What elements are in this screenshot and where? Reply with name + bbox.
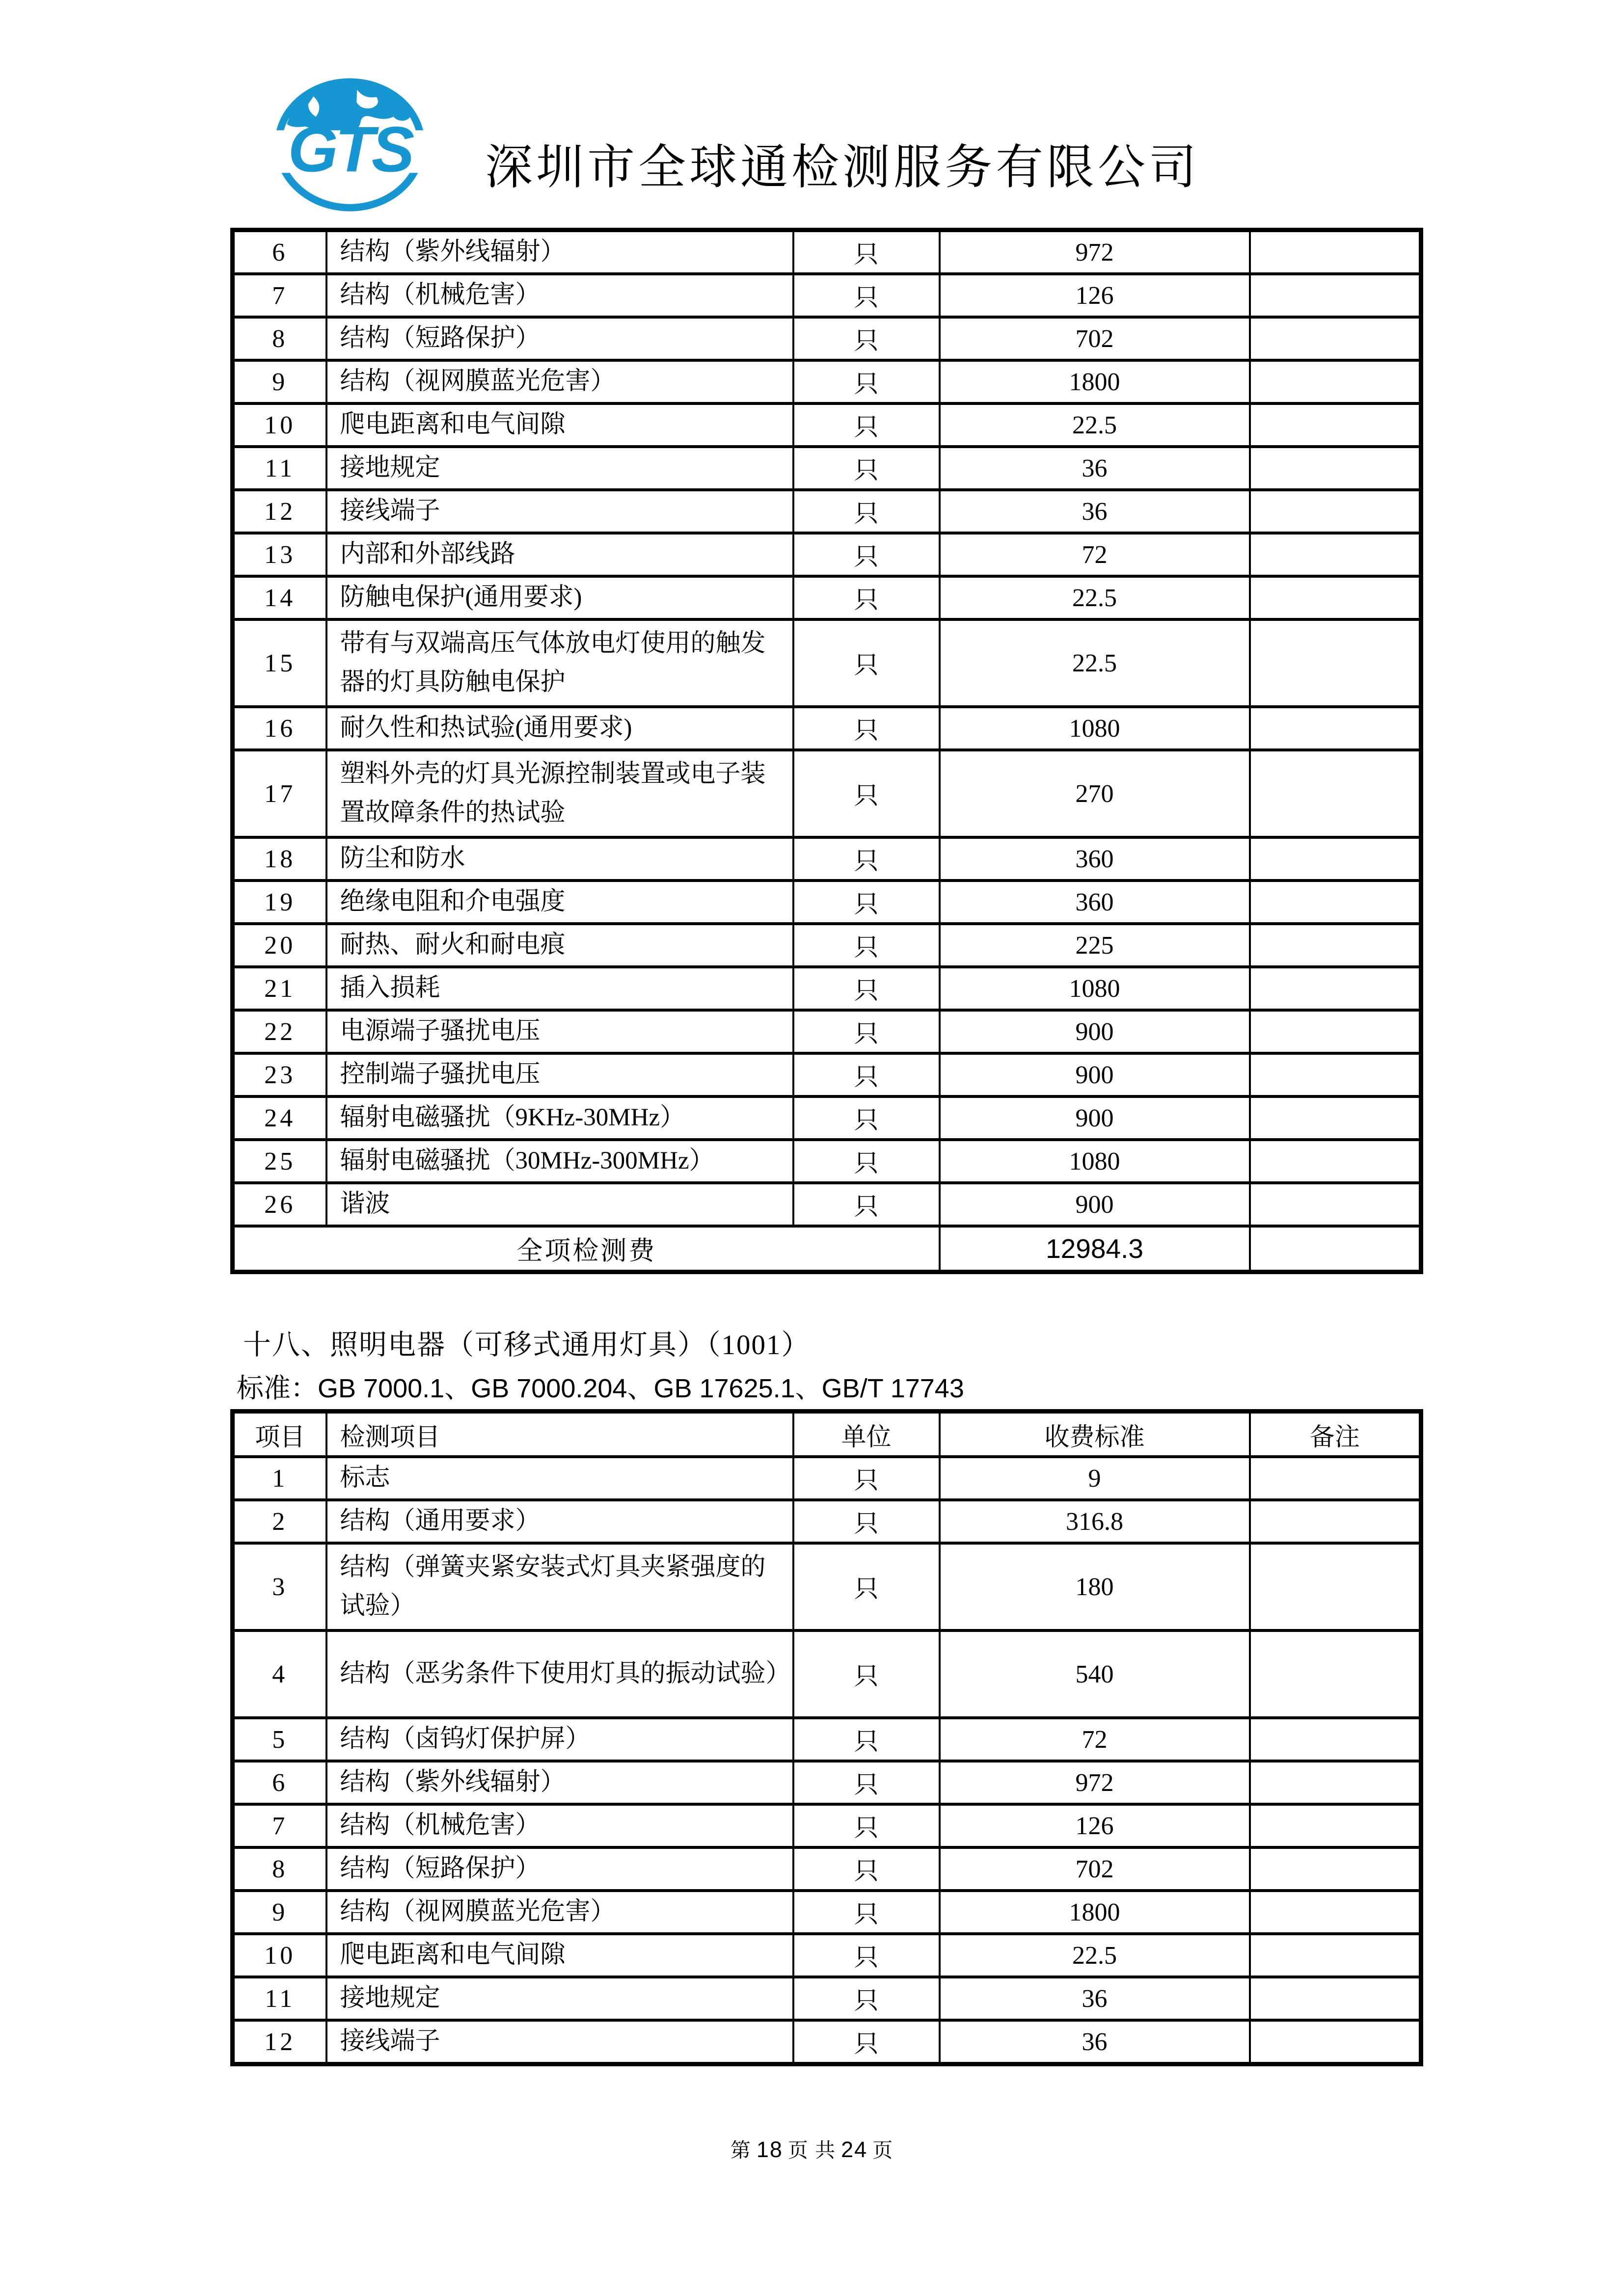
table-row (233, 1630, 1421, 1718)
cell-note (1250, 1500, 1421, 1543)
table-row (233, 1977, 1421, 2020)
cell-note (1250, 360, 1421, 403)
cell-fee: 900 (940, 1183, 1250, 1226)
cell-note (1250, 1977, 1421, 2020)
cell-note (1250, 317, 1421, 360)
cell-item: 结构（卤钨灯保护屏） (326, 1718, 793, 1761)
cell-unit: 只 (793, 924, 940, 967)
table-row (233, 881, 1421, 924)
cell-note (1250, 1053, 1421, 1096)
cell-fee: 702 (940, 317, 1250, 360)
cell-item: 爬电距离和电气间隙 (326, 403, 793, 447)
cell-note (1250, 1891, 1421, 1934)
cell-note (1250, 447, 1421, 490)
cell-unit: 只 (793, 2020, 940, 2064)
cell-item: 爬电距离和电气间隙 (326, 1934, 793, 1977)
cell-item: 耐热、耐火和耐电痕 (326, 924, 793, 967)
cell-item: 防尘和防水 (326, 837, 793, 881)
cell-fee: 126 (940, 274, 1250, 317)
cell-item: 辐射电磁骚扰（9KHz-30MHz） (326, 1096, 793, 1140)
logo-gts-text: GTS (288, 113, 412, 186)
cell-item: 结构（紫外线辐射） (326, 1761, 793, 1804)
cell-fee: 126 (940, 1804, 1250, 1847)
cell-unit: 只 (793, 533, 940, 576)
cell-no: 10 (233, 1934, 326, 1977)
cell-unit: 只 (793, 490, 940, 533)
cell-fee: 180 (940, 1543, 1250, 1630)
cell-note (1250, 1183, 1421, 1226)
cell-no: 13 (233, 533, 326, 576)
cell-item: 辐射电磁骚扰（30MHz-300MHz） (326, 1140, 793, 1183)
cell-unit: 只 (793, 447, 940, 490)
cell-no: 14 (233, 576, 326, 619)
cell-no: 6 (233, 230, 326, 274)
cell-item: 内部和外部线路 (326, 533, 793, 576)
table-row (233, 1718, 1421, 1761)
cell-fee: 360 (940, 837, 1250, 881)
cell-note (1250, 1543, 1421, 1630)
cell-fee: 900 (940, 1053, 1250, 1096)
page-footer: 第 18 页 共 24 页 (730, 2137, 894, 2162)
cell-no: 1 (233, 1457, 326, 1500)
cell-no: 3 (233, 1543, 326, 1630)
cell-unit: 只 (793, 837, 940, 881)
cell-note (1250, 1010, 1421, 1053)
cell-note (1250, 1804, 1421, 1847)
cell-no: 5 (233, 1718, 326, 1761)
cell-no: 11 (233, 1977, 326, 2020)
cell-no: 8 (233, 1847, 326, 1891)
cell-note (1250, 837, 1421, 881)
cell-fee: 36 (940, 447, 1250, 490)
table-row (233, 1096, 1421, 1140)
cell-item: 接地规定 (326, 1977, 793, 2020)
cell-note (1250, 533, 1421, 576)
cell-note (1250, 1934, 1421, 1977)
cell-unit: 只 (793, 1630, 940, 1718)
table-row (233, 1761, 1421, 1804)
cell-fee: 9 (940, 1457, 1250, 1500)
table-row (233, 837, 1421, 881)
table-row (233, 2020, 1421, 2064)
cell-fee: 360 (940, 881, 1250, 924)
cell-fee: 225 (940, 924, 1250, 967)
cell-unit: 只 (793, 1543, 940, 1630)
cell-fee: 1080 (940, 1140, 1250, 1183)
table-row (233, 403, 1421, 447)
table-row (233, 967, 1421, 1010)
cell-item: 谐波 (326, 1183, 793, 1226)
cell-item: 防触电保护(通用要求) (326, 576, 793, 619)
cell-unit: 只 (793, 1891, 940, 1934)
cell-item: 结构（视网膜蓝光危害） (326, 360, 793, 403)
cell-fee: 22.5 (940, 576, 1250, 619)
cell-fee: 22.5 (940, 1934, 1250, 1977)
table-row (233, 360, 1421, 403)
cell-unit: 只 (793, 403, 940, 447)
table-row (233, 1934, 1421, 1977)
cell-item: 结构（视网膜蓝光危害） (326, 1891, 793, 1934)
cell-note (1250, 1140, 1421, 1183)
cell-fee: 36 (940, 2020, 1250, 2064)
table-row (233, 1010, 1421, 1053)
cell-item: 插入损耗 (326, 967, 793, 1010)
cell-unit: 只 (793, 230, 940, 274)
cell-unit: 只 (793, 967, 940, 1010)
cell-unit: 只 (793, 1010, 940, 1053)
table-row (233, 707, 1421, 750)
cell-unit: 只 (793, 707, 940, 750)
cell-fee: 900 (940, 1010, 1250, 1053)
cell-unit: 只 (793, 360, 940, 403)
cell-no: 6 (233, 1761, 326, 1804)
cell-fee: 972 (940, 1761, 1250, 1804)
table-row (233, 230, 1421, 274)
cell-item: 结构（机械危害） (326, 274, 793, 317)
table-row (233, 1457, 1421, 1500)
table-header-row (233, 1412, 1421, 1457)
footer-total-pages: 24 (841, 2137, 868, 2162)
cell-note (1250, 1226, 1421, 1272)
cell-unit: 只 (793, 1804, 940, 1847)
cell-fee: 1080 (940, 707, 1250, 750)
cell-unit: 只 (793, 881, 940, 924)
cell-unit: 只 (793, 1718, 940, 1761)
cell-no: 16 (233, 707, 326, 750)
cell-item: 控制端子骚扰电压 (326, 1053, 793, 1096)
total-label: 全项检测费 (233, 1226, 940, 1272)
cell-item: 电源端子骚扰电压 (326, 1010, 793, 1053)
cell-note (1250, 576, 1421, 619)
cell-fee: 22.5 (940, 403, 1250, 447)
header-item: 检测项目 (326, 1412, 793, 1457)
cell-unit: 只 (793, 750, 940, 837)
table-row (233, 924, 1421, 967)
table-row (233, 576, 1421, 619)
cell-fee: 72 (940, 1718, 1250, 1761)
cell-item: 结构（短路保护） (326, 1847, 793, 1891)
cell-no: 26 (233, 1183, 326, 1226)
table-row (233, 1500, 1421, 1543)
cell-no: 11 (233, 447, 326, 490)
cell-no: 4 (233, 1630, 326, 1718)
cell-unit: 只 (793, 1457, 940, 1500)
cell-fee: 22.5 (940, 619, 1250, 707)
cell-note (1250, 1096, 1421, 1140)
table-row (233, 1053, 1421, 1096)
table-total-row (233, 1226, 1421, 1272)
cell-note (1250, 403, 1421, 447)
cell-no: 21 (233, 967, 326, 1010)
table-row (233, 317, 1421, 360)
cell-unit: 只 (793, 274, 940, 317)
cell-fee: 36 (940, 1977, 1250, 2020)
cell-note (1250, 1630, 1421, 1718)
standards-value: GB 7000.1、GB 7000.204、GB 17625.1、GB/T 17743 (318, 1374, 964, 1403)
section-title: 十八、照明电器（可移式通用灯具）（1001） (243, 1330, 811, 1361)
cell-no: 7 (233, 1804, 326, 1847)
table-row (233, 619, 1421, 707)
cell-no: 15 (233, 619, 326, 707)
cell-no: 18 (233, 837, 326, 881)
header-unit: 单位 (793, 1412, 940, 1457)
cell-unit: 只 (793, 1847, 940, 1891)
cell-fee: 36 (940, 490, 1250, 533)
cell-note (1250, 1761, 1421, 1804)
cell-unit: 只 (793, 317, 940, 360)
table-row (233, 274, 1421, 317)
cell-item: 结构（机械危害） (326, 1804, 793, 1847)
company-name: 深圳市全球通检测服务有限公司 (485, 141, 1200, 194)
cell-unit: 只 (793, 619, 940, 707)
cell-no: 17 (233, 750, 326, 837)
cell-unit: 只 (793, 1140, 940, 1183)
cell-fee: 1080 (940, 967, 1250, 1010)
cell-unit: 只 (793, 576, 940, 619)
cell-note (1250, 881, 1421, 924)
cell-note (1250, 1847, 1421, 1891)
cell-item: 接线端子 (326, 2020, 793, 2064)
cell-item: 结构（通用要求） (326, 1500, 793, 1543)
cell-note (1250, 924, 1421, 967)
cell-item: 绝缘电阻和介电强度 (326, 881, 793, 924)
cell-no: 20 (233, 924, 326, 967)
table-row (233, 1847, 1421, 1891)
header-fee: 收费标准 (940, 1412, 1250, 1457)
cell-no: 24 (233, 1096, 326, 1140)
table-row (233, 1891, 1421, 1934)
footer-text: 第 (730, 2139, 752, 2162)
table-row (233, 1543, 1421, 1630)
table-row (233, 1804, 1421, 1847)
cell-note (1250, 1457, 1421, 1500)
cell-fee: 540 (940, 1630, 1250, 1718)
cell-no: 19 (233, 881, 326, 924)
cell-unit: 只 (793, 1934, 940, 1977)
cell-item: 带有与双端高压气体放电灯使用的触发器的灯具防触电保护 (326, 619, 793, 707)
cell-unit: 只 (793, 1977, 940, 2020)
cell-item: 接线端子 (326, 490, 793, 533)
cell-item: 结构（短路保护） (326, 317, 793, 360)
cell-fee: 270 (940, 750, 1250, 837)
cell-item: 结构（弹簧夹紧安装式灯具夹紧强度的试验） (326, 1543, 793, 1630)
cell-unit: 只 (793, 1053, 940, 1096)
cell-note (1250, 274, 1421, 317)
cell-fee: 1800 (940, 1891, 1250, 1934)
table-row (233, 447, 1421, 490)
cell-item: 结构（紫外线辐射） (326, 230, 793, 274)
fee-table-section18 (230, 1409, 1423, 2066)
cell-no: 12 (233, 2020, 326, 2064)
cell-unit: 只 (793, 1096, 940, 1140)
cell-fee: 1800 (940, 360, 1250, 403)
cell-no: 8 (233, 317, 326, 360)
total-value: 12984.3 (940, 1226, 1250, 1272)
cell-no: 23 (233, 1053, 326, 1096)
cell-no: 2 (233, 1500, 326, 1543)
cell-unit: 只 (793, 1500, 940, 1543)
cell-no: 7 (233, 274, 326, 317)
cell-note (1250, 967, 1421, 1010)
cell-fee: 972 (940, 230, 1250, 274)
cell-note (1250, 1718, 1421, 1761)
cell-note (1250, 619, 1421, 707)
cell-no: 25 (233, 1140, 326, 1183)
cell-item: 耐久性和热试验(通用要求) (326, 707, 793, 750)
cell-fee: 900 (940, 1096, 1250, 1140)
cell-item: 接地规定 (326, 447, 793, 490)
cell-note (1250, 490, 1421, 533)
cell-note (1250, 750, 1421, 837)
globe-gts-icon (268, 78, 432, 214)
cell-item: 标志 (326, 1457, 793, 1500)
cell-note (1250, 2020, 1421, 2064)
cell-fee: 72 (940, 533, 1250, 576)
header-no: 项目 (233, 1412, 326, 1457)
company-logo (268, 78, 432, 214)
standards-line (237, 1366, 964, 1405)
cell-no: 9 (233, 360, 326, 403)
table-row (233, 1140, 1421, 1183)
cell-no: 22 (233, 1010, 326, 1053)
cell-no: 12 (233, 490, 326, 533)
table-row (233, 1183, 1421, 1226)
cell-item: 结构（恶劣条件下使用灯具的振动试验） (326, 1630, 793, 1718)
cell-fee: 316.8 (940, 1500, 1250, 1543)
cell-unit: 只 (793, 1761, 940, 1804)
cell-fee: 702 (940, 1847, 1250, 1891)
cell-unit: 只 (793, 1183, 940, 1226)
cell-note (1250, 230, 1421, 274)
cell-note (1250, 707, 1421, 750)
cell-item: 塑料外壳的灯具光源控制装置或电子装置故障条件的热试验 (326, 750, 793, 837)
table-row (233, 750, 1421, 837)
standards-label: 标准： (237, 1373, 318, 1403)
cell-no: 10 (233, 403, 326, 447)
fee-table-continued (230, 228, 1423, 1274)
footer-page-number: 18 (756, 2137, 783, 2162)
table-row (233, 533, 1421, 576)
cell-no: 9 (233, 1891, 326, 1934)
header-note: 备注 (1250, 1412, 1421, 1457)
table-row (233, 490, 1421, 533)
